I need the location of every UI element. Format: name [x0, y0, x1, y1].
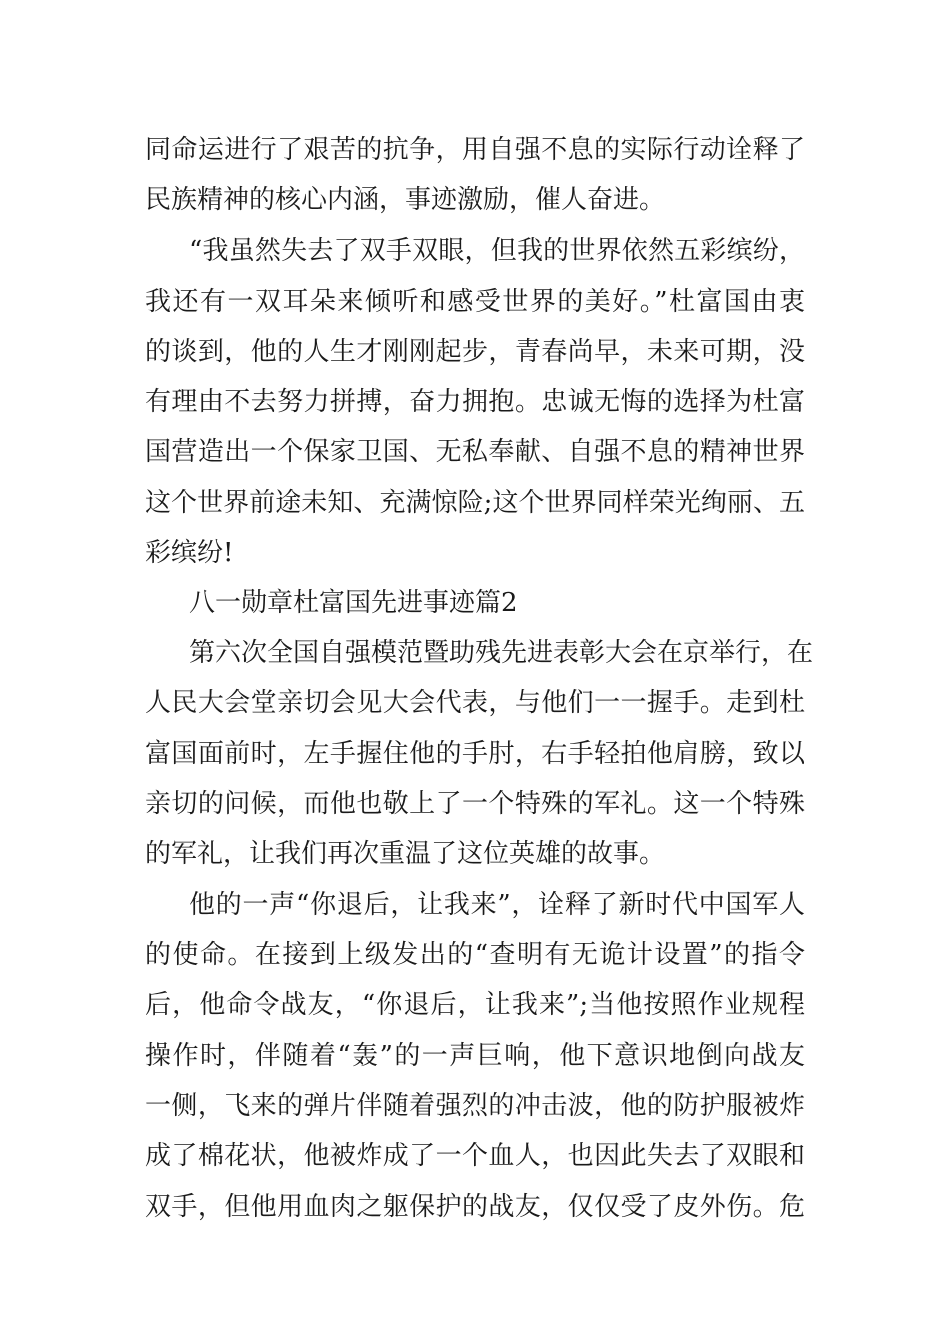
text-line: “我虽然失去了双手双眼，但我的世界依然五彩缤纷， — [189, 236, 805, 266]
text-line: 操作时，伴随着“轰”的一声巨响，他下意识地倒向战友 — [145, 1041, 805, 1071]
text-line: 彩缤纷! — [145, 538, 234, 568]
text-line: 富国面前时，左手握住他的手肘，右手轻拍他肩膀，致以 — [145, 739, 805, 769]
text-line: 成了棉花状，他被炸成了一个血人，也因此失去了双眼和 — [145, 1141, 805, 1171]
text-line: 的使命。在接到上级发出的“查明有无诡计设置”的指令 — [145, 940, 805, 970]
text-line: 一侧，飞来的弹片伴随着强烈的冲击波，他的防护服被炸 — [145, 1091, 805, 1121]
text-line: 他的一声“你退后，让我来”，诠释了新时代中国军人 — [189, 890, 805, 920]
text-line: 同命运进行了艰苦的抗争，用自强不息的实际行动诠释了 — [145, 135, 805, 165]
text-line: 双手，但他用血肉之躯保护的战友，仅仅受了皮外伤。危 — [145, 1192, 805, 1222]
text-line: 有理由不去努力拼搏，奋力拥抱。忠诚无悔的选择为杜富 — [145, 387, 805, 417]
text-line: 亲切的问候，而他也敬上了一个特殊的军礼。这一个特殊 — [145, 789, 805, 819]
text-line: 民族精神的核心内涵，事迹激励，催人奋进。 — [145, 185, 666, 215]
text-line: 我还有一双耳朵来倾听和感受世界的美好。”杜富国由衷 — [145, 287, 805, 317]
text-line: 的谈到，他的人生才刚刚起步，青春尚早，未来可期，没 — [145, 337, 805, 367]
text-line: 人民大会堂亲切会见大会代表，与他们一一握手。走到杜 — [145, 688, 805, 718]
text-line: 的军礼，让我们再次重温了这位英雄的故事。 — [145, 839, 666, 869]
section-heading: 八一勋章杜富国先进事迹篇2 — [189, 588, 518, 618]
text-line: 第六次全国自强模范暨助残先进表彰大会在京举行，在 — [189, 638, 814, 668]
text-line: 这个世界前途未知、充满惊险;这个世界同样荣光绚丽、五 — [145, 488, 805, 518]
text-line: 后，他命令战友，“你退后，让我来”;当他按照作业规程 — [145, 990, 805, 1020]
text-line: 国营造出一个保家卫国、无私奉献、自强不息的精神世界 — [145, 437, 805, 467]
